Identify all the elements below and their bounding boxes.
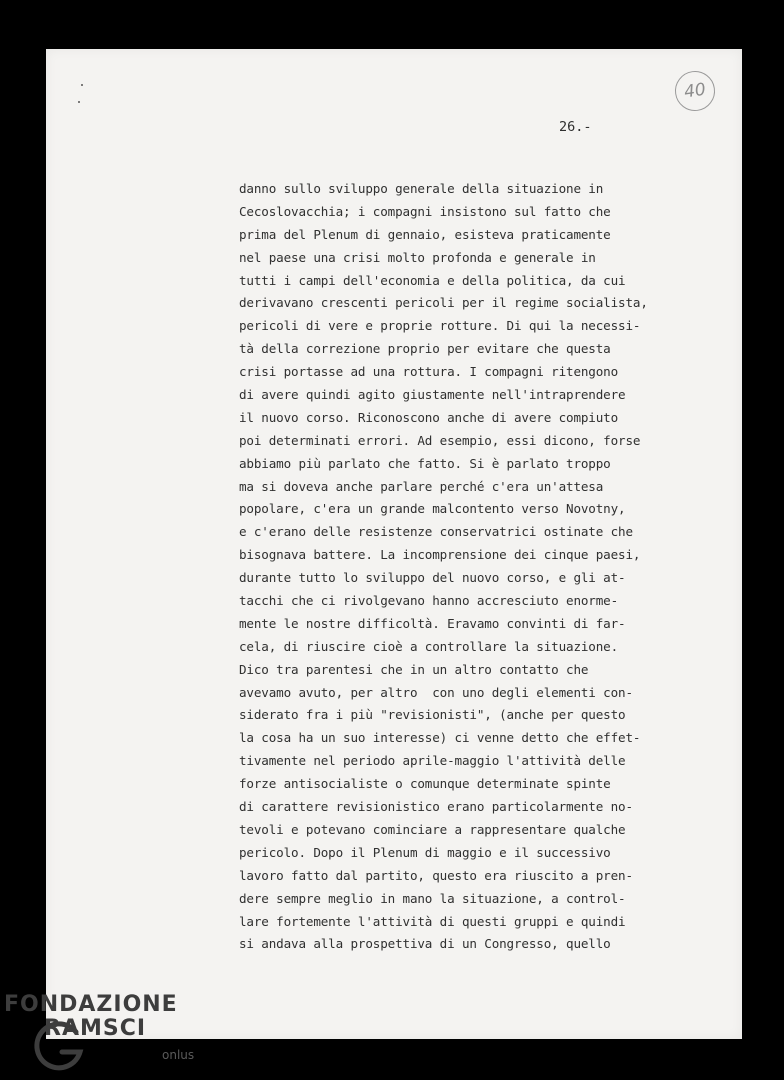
text-line: tivamente nel periodo aprile-maggio l'attività delle <box>239 753 626 769</box>
text-line: danno sullo sviluppo generale della situazione in <box>239 181 604 196</box>
paper-speck <box>78 101 80 103</box>
text-line: pericolo. Dopo il Plenum di maggio e il successivo <box>239 844 611 860</box>
text-line: tevoli e potevano cominciare a rappresentare qualche <box>239 821 626 837</box>
text-line: Dico tra parentesi che in un altro contatto che <box>239 661 589 677</box>
text-line: poi determinati errori. Ad esempio, essi dicono, forse <box>239 432 641 448</box>
watermark-line-1: FONDAZIONE <box>4 992 178 1017</box>
text-line: dere sempre meglio in mano la situazione, a control- <box>239 890 626 906</box>
text-line: lavoro fatto dal partito, questo era riuscito a pren- <box>239 867 633 883</box>
text-line: siderato fra i più "revisionisti", (anche per questo <box>239 707 626 723</box>
text-line: tutti i campi dell'economia e della politica, da cui <box>239 272 626 288</box>
text-line: di avere quindi agito giustamente nell'intraprendere <box>239 387 626 403</box>
text-line: cela, di riuscire cioè a controllare la situazione. <box>239 638 619 654</box>
text-line: abbiamo più parlato che fatto. Si è parlato troppo <box>239 455 611 471</box>
watermark-suffix: onlus <box>162 1048 195 1062</box>
typewritten-text <box>239 178 648 956</box>
text-line: di carattere revisionistico erano particolarmente no- <box>239 799 633 815</box>
text-line: Cecoslovacchia; i compagni insistono sul fatto che <box>239 203 611 219</box>
text-line: e c'erano delle resistenze conservatrici ostinate che <box>239 524 633 540</box>
text-line: la cosa ha un suo interesse) ci venne detto che effet- <box>239 730 641 746</box>
text-line: lare fortemente l'attività di questi gruppi e quindi <box>239 913 626 929</box>
text-line: tacchi che ci rivolgevano hanno accresciuto enorme- <box>239 593 619 609</box>
text-line: ma si doveva anche parlare perché c'era un'attesa <box>239 478 604 494</box>
archive-stamp: 40 <box>672 68 717 113</box>
text-line: popolare, c'era un grande malcontento verso Novotny, <box>239 501 626 517</box>
text-line: bisognava battere. La incomprensione dei cinque paesi, <box>239 547 641 563</box>
text-line: prima del Plenum di gennaio, esisteva praticamente <box>239 226 611 242</box>
text-line: derivavano crescenti pericoli per il regime socialista, <box>239 295 648 311</box>
text-line: durante tutto lo sviluppo del nuovo corso, e gli at- <box>239 570 626 586</box>
text-line: mente le nostre difficoltà. Eravamo convinti di far- <box>239 615 626 631</box>
text-line: il nuovo corso. Riconoscono anche di avere compiuto <box>239 409 619 425</box>
fondazione-gramsci-watermark <box>4 992 204 1080</box>
document-page <box>46 49 742 1039</box>
text-line: crisi portasse ad una rottura. I compagni ritengono <box>239 364 619 380</box>
text-line: tà della correzione proprio per evitare che questa <box>239 341 611 357</box>
text-line: si andava alla prospettiva di un Congresso, quello <box>239 936 611 952</box>
paper-speck <box>81 84 83 86</box>
text-line: pericoli di vere e proprie rotture. Di qui la necessi- <box>239 318 641 334</box>
watermark-line-2: RAMSCI <box>44 1016 147 1041</box>
text-line: avevamo avuto, per altro con uno degli elementi con- <box>239 684 633 700</box>
text-line: forze antisocialiste o comunque determinate spinte <box>239 776 611 792</box>
text-line: nel paese una crisi molto profonda e generale in <box>239 249 596 265</box>
page-number: 26.- <box>559 119 592 135</box>
